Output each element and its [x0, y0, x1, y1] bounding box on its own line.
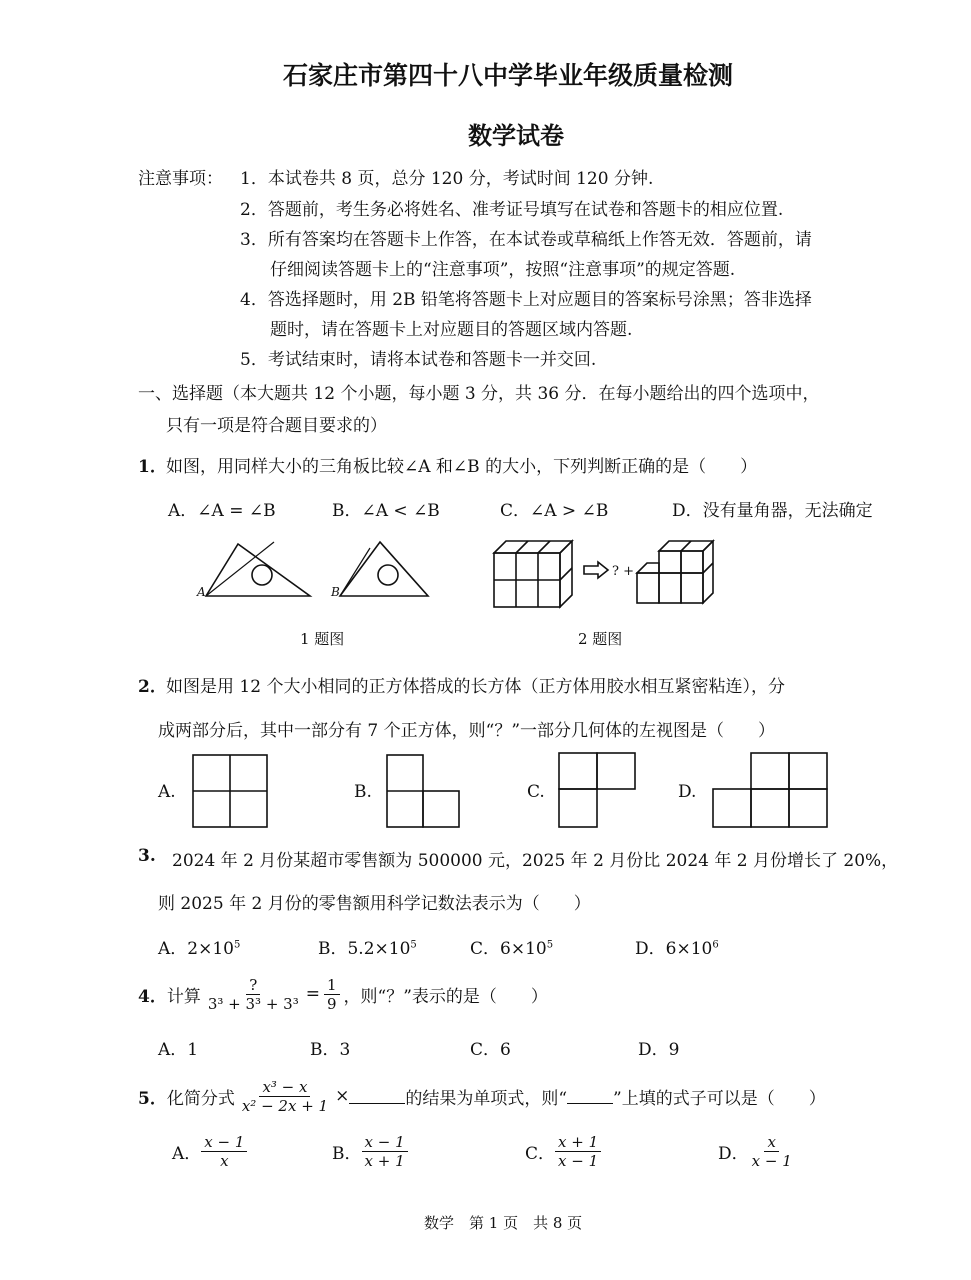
- section-heading-cont: 只有一项是符合题目要求的）: [166, 416, 387, 436]
- q5-fraction-numerator: x³ − x: [259, 1078, 310, 1097]
- q5-option-b: [332, 1126, 408, 1176]
- q3-option-b: [318, 934, 417, 959]
- q5-option-d-label: D．: [718, 1143, 749, 1164]
- q2-number: 2．: [138, 677, 167, 697]
- q2-option-d-label: D.: [678, 782, 697, 802]
- q1-option-b: B．∠A < ∠B: [332, 501, 440, 521]
- q5-suffix-a: 的结果为单项式，则“: [405, 1088, 568, 1109]
- q2-figure: [490, 535, 725, 610]
- q3-text-line1: 2024 年 2 月份某超市零售额为 500000 元，2025 年 2 月份比 2024 年 2 月份增长了 20%，: [172, 851, 899, 871]
- q5-prefix: 化简分式: [166, 1088, 235, 1109]
- q5-times: ×: [335, 1086, 350, 1106]
- q5-option-c-denominator: x − 1: [558, 1151, 599, 1170]
- q3-option-b-base: B．5.2×10: [318, 939, 411, 959]
- q5-option-c-label: C．: [525, 1143, 556, 1164]
- exam-subtitle: 数学试卷: [468, 122, 564, 150]
- q5-fraction-denominator: x² − 2x + 1: [241, 1096, 329, 1115]
- q3-option-c-base: C．6×10: [470, 939, 547, 959]
- q4-option-b: B．3: [310, 1040, 351, 1060]
- q5-option-a: [172, 1126, 247, 1176]
- q1-option-a: A．∠A = ∠B: [168, 501, 276, 521]
- q3-option-b-exp: 5: [410, 939, 417, 951]
- q2-text-line1: 如图是用 12 个大小相同的正方体搭成的长方体（正方体用胶水相互紧密粘连），分: [166, 677, 785, 697]
- q5-line: [138, 1072, 826, 1120]
- q4-rhs-numerator: 1: [324, 976, 340, 995]
- q3-option-d: [635, 934, 719, 959]
- q2-option-c-view: [558, 752, 640, 830]
- q4-equals: =: [305, 984, 320, 1004]
- q1-figure: [190, 530, 440, 610]
- q4-fraction: [205, 976, 302, 1013]
- split-arrow: [584, 562, 608, 578]
- q5-option-d: [718, 1126, 795, 1176]
- q1-option-d: D．没有量角器，无法确定: [672, 501, 873, 521]
- q5-option-d-numerator: x: [764, 1133, 778, 1152]
- q4-rhs-fraction: [324, 976, 340, 1013]
- q5-option-d-fraction: [749, 1133, 795, 1170]
- q5-option-b-denominator: x + 1: [364, 1151, 405, 1170]
- q1-number: 1．: [138, 457, 167, 477]
- q4-line: [138, 970, 548, 1018]
- section-heading: 一、选择题（本大题共 12 个小题，每小题 3 分，共 36 分．在每小题给出的四个选项中，: [138, 384, 820, 404]
- q3-number: 3.: [138, 846, 156, 866]
- q3-option-a-exp: 5: [233, 939, 241, 951]
- q1-text: 如图，用同样大小的三角板比较∠A 和∠B 的大小，下列判断正确的是（ ）: [166, 457, 758, 477]
- q2-option-c-label: C.: [527, 782, 545, 802]
- q5-option-d-denominator: x − 1: [751, 1151, 792, 1170]
- q2-caption: 2 题图: [578, 630, 623, 648]
- note-item-5: 5．考试结束时，请将本试卷和答题卡一并交回.: [240, 350, 597, 370]
- q5-option-b-fraction: [362, 1133, 408, 1170]
- q4-prefix: 计算: [166, 986, 201, 1007]
- q5-option-a-fraction: [201, 1133, 247, 1170]
- q3-option-c-exp: 5: [546, 939, 554, 951]
- q3-option-a-base: A．2×10: [158, 939, 234, 959]
- q5-option-b-numerator: x − 1: [362, 1133, 408, 1152]
- note-item-4-cont: 题时，请在答题卡上对应题目的答题区域内答题.: [270, 320, 633, 340]
- q3-option-d-base: D．6×10: [635, 939, 713, 959]
- q1-label-b: B: [331, 585, 340, 599]
- q1-option-c: C．∠A > ∠B: [500, 501, 609, 521]
- note-item-1: 1．本试卷共 8 页，总分 120 分，考试时间 120 分钟.: [240, 169, 654, 189]
- q4-option-a: A．1: [158, 1040, 199, 1060]
- cuboid: [494, 541, 572, 607]
- q5-option-a-denominator: x: [220, 1151, 229, 1170]
- q2-option-a-view: [192, 754, 272, 830]
- q2-text-line2: 成两部分后，其中一部分有 7 个正方体，则“？”一部分几何体的左视图是（ ）: [158, 721, 776, 741]
- q5-blank-quoted: [567, 1089, 613, 1104]
- q2-option-d-view: [712, 752, 832, 830]
- q4-fraction-denominator: 3³ + 3³ + 3³: [207, 994, 299, 1013]
- q2-option-b-label: B.: [354, 782, 372, 802]
- note-item-3: 3．所有答案均在答题卡上作答，在本试卷或草稿纸上作答无效．答题前，请: [240, 230, 812, 250]
- note-item-2: 2．答题前，考生务必将姓名、准考证号填写在试卷和答题卡的相应位置.: [240, 200, 784, 220]
- q5-option-c: [525, 1126, 601, 1176]
- q4-option-c: C．6: [470, 1040, 511, 1060]
- q1-caption: 1 题图: [300, 630, 345, 648]
- triangle-a: [206, 542, 310, 596]
- q3-option-d-exp: 6: [712, 939, 719, 951]
- triangle-b: [340, 542, 428, 596]
- q4-number: 4．: [138, 986, 167, 1007]
- q5-blank: [349, 1089, 405, 1104]
- page-footer: 数学 第 1 页 共 8 页: [424, 1214, 583, 1232]
- exam-title: 石家庄市第四十八中学毕业年级质量检测: [283, 61, 734, 90]
- q5-option-c-fraction: [555, 1133, 601, 1170]
- q5-option-b-label: B．: [332, 1143, 362, 1164]
- q3-option-c: [470, 934, 553, 959]
- remaining-part: [637, 541, 713, 603]
- q4-option-d: D．9: [638, 1040, 680, 1060]
- q5-option-a-numerator: x − 1: [201, 1133, 247, 1152]
- q4-suffix: ，则“？”表示的是（ ）: [343, 986, 548, 1007]
- q2-option-a-label: A.: [158, 782, 176, 802]
- q1-label-a: A: [197, 585, 206, 599]
- q4-rhs-denominator: 9: [326, 994, 337, 1013]
- q5-suffix-b: ”上填的式子可以是（ ）: [613, 1088, 826, 1109]
- q5-number: 5．: [138, 1088, 167, 1109]
- q3-option-a: [158, 934, 240, 959]
- q5-fraction: [239, 1078, 331, 1115]
- q5-option-a-label: A．: [172, 1143, 202, 1164]
- notes-label: 注意事项：: [138, 169, 223, 189]
- q2-option-b-view: [386, 754, 464, 830]
- q3-text-line2: 则 2025 年 2 月份的零售额用科学记数法表示为（ ）: [158, 894, 591, 914]
- note-item-3-cont: 仔细阅读答题卡上的“注意事项”，按照“注意事项”的规定答题.: [270, 260, 736, 280]
- q2-arrow-label: ? +: [612, 564, 634, 579]
- q4-fraction-numerator: ?: [246, 976, 260, 995]
- q5-option-c-numerator: x + 1: [555, 1133, 601, 1152]
- note-item-4: 4．答选择题时，用 2B 铅笔将答题卡上对应题目的答案标号涂黑；答非选择: [240, 290, 812, 310]
